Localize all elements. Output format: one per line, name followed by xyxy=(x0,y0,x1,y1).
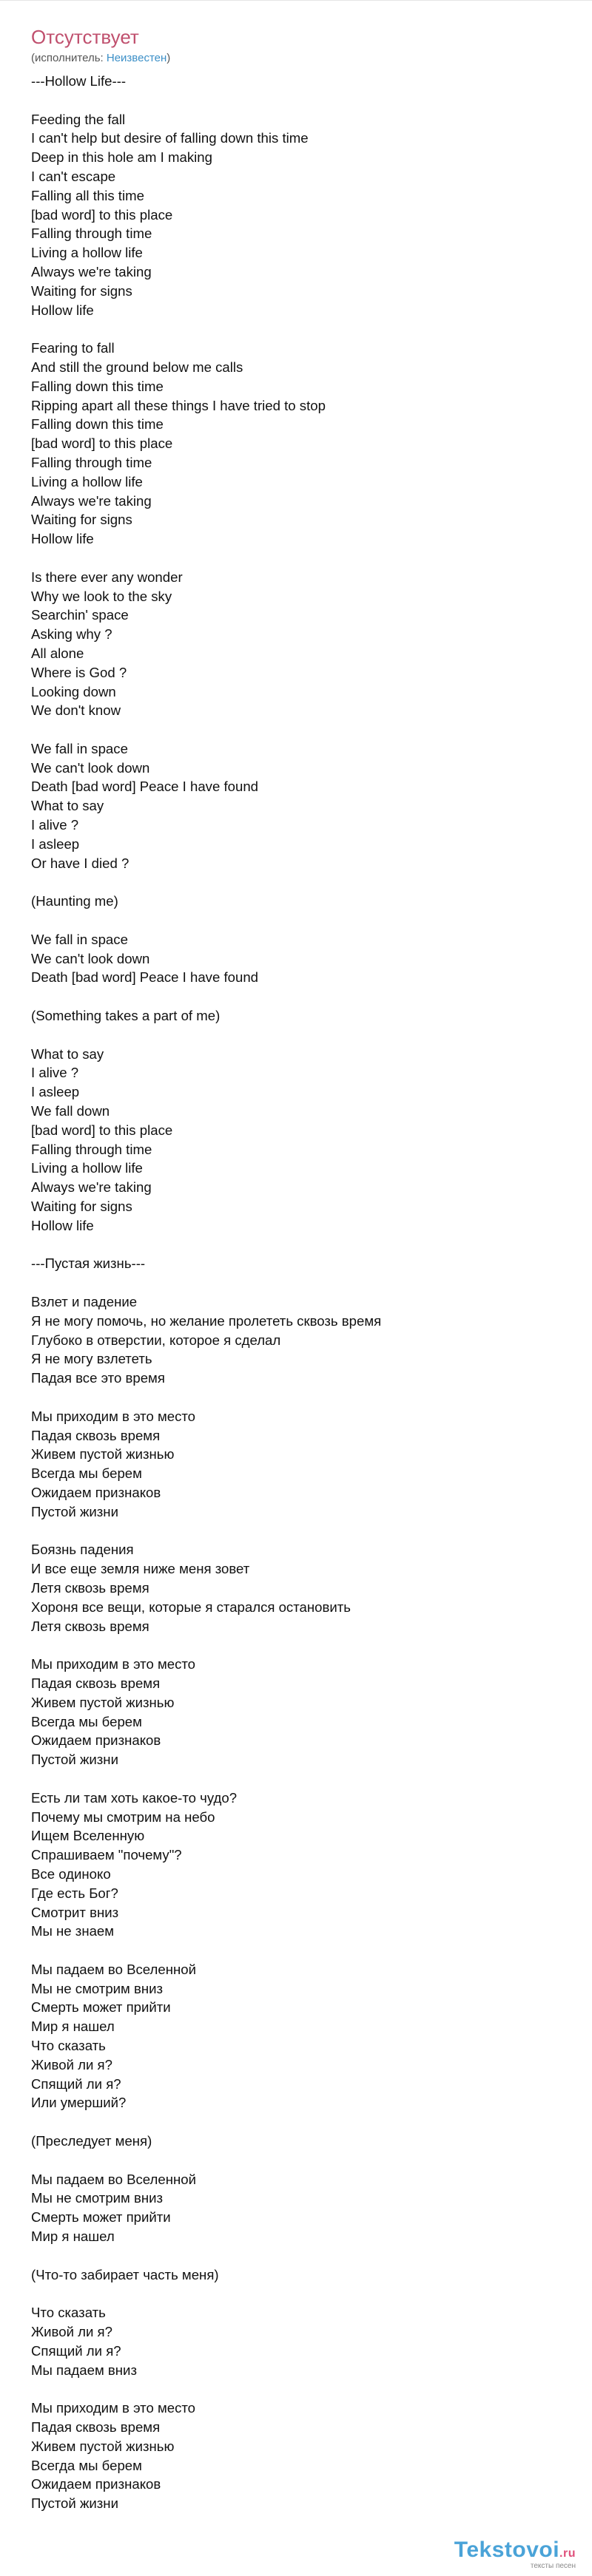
lyric-line: I alive ? xyxy=(31,817,79,833)
lyric-line: Хороня все вещи, которые я старался остановить xyxy=(31,1599,351,1615)
lyric-line: Всегда мы берем xyxy=(31,1713,142,1729)
lyric-line: Спящий ли я? xyxy=(31,2075,121,2092)
lyric-line: I can't escape xyxy=(31,168,116,184)
lyric-line: Мы падаем во Вселенной xyxy=(31,1961,196,1977)
lyric-line xyxy=(31,720,564,739)
lyric-line: Мы не смотрим вниз xyxy=(31,2190,164,2206)
lyric-line: Ripping apart all these things I have tried to stop xyxy=(31,397,326,413)
lyric-line: Hollow life xyxy=(31,1217,94,1233)
lyric-line: Я не могу помочь, но желание пролететь сквозь время xyxy=(31,1312,382,1329)
lyric-line: Always we're taking xyxy=(31,492,152,509)
lyric-line: And still the ground below me calls xyxy=(31,359,243,375)
lyric-line xyxy=(31,1026,564,1045)
lyric-line: We fall in space xyxy=(31,931,128,947)
lyric-line: ---Пустая жизнь--- xyxy=(31,1255,146,1272)
lyric-line: We can't look down xyxy=(31,759,150,776)
lyric-line xyxy=(31,2112,564,2132)
lyric-line xyxy=(31,1236,564,1255)
lyric-line: Мир я нашел xyxy=(31,2228,115,2245)
lyric-line: Deep in this hole am I making xyxy=(31,149,212,166)
lyric-line: Падая все это время xyxy=(31,1370,165,1386)
lyric-line: Мир я нашел xyxy=(31,2019,115,2035)
lyric-line: Падая сквозь время xyxy=(31,1427,161,1443)
lyric-line xyxy=(31,1273,564,1292)
lyric-line: Летя сквозь время xyxy=(31,1618,149,1634)
lyric-line: What to say xyxy=(31,798,104,814)
lyric-line: Asking why ? xyxy=(31,626,112,643)
lyric-line: Пустой жизни xyxy=(31,1752,118,1768)
lyric-line: We fall in space xyxy=(31,740,128,756)
lyric-line xyxy=(31,549,564,568)
lyric-line xyxy=(31,1522,564,1541)
lyric-line: Пустой жизни xyxy=(31,2495,118,2512)
lyric-line: (Преследует меня) xyxy=(31,2133,152,2149)
lyric-line: I alive ? xyxy=(31,1065,79,1081)
lyric-line: Ожидаем признаков xyxy=(31,2476,161,2492)
lyric-line: Я не могу взлететь xyxy=(31,1351,152,1367)
lyric-line xyxy=(31,2151,564,2170)
lyric-line: Looking down xyxy=(31,683,116,699)
lyric-line xyxy=(31,2379,564,2399)
lyric-line: Падая сквозь время xyxy=(31,2419,161,2436)
lyric-line: We can't look down xyxy=(31,950,150,966)
lyric-line xyxy=(31,1636,564,1655)
lyric-line: I asleep xyxy=(31,1084,80,1100)
lyric-line: Все одиноко xyxy=(31,1865,111,1882)
lyric-line: Why we look to the sky xyxy=(31,588,172,604)
lyric-line xyxy=(31,987,564,1006)
lyric-line xyxy=(31,2246,564,2265)
lyric-line: Fearing to fall xyxy=(31,340,115,356)
lyric-line: Что сказать xyxy=(31,2038,106,2054)
lyric-line: Взлет и падение xyxy=(31,1294,138,1309)
lyric-line: И все еще земля ниже меня зовет xyxy=(31,1561,250,1577)
lyric-line: Falling through time xyxy=(31,226,152,242)
logo-tagline: тексты песен xyxy=(530,2562,576,2570)
lyric-line: Падая сквозь время xyxy=(31,1675,161,1691)
lyric-line: [bad word] to this place xyxy=(31,206,173,223)
lyric-line xyxy=(31,872,564,892)
lyric-line: Мы падаем во Вселенной xyxy=(31,2171,196,2187)
lyric-line: I can't help but desire of falling down this time xyxy=(31,130,309,146)
lyric-line: (Что-то забирает часть меня) xyxy=(31,2266,219,2282)
lyric-line: Боязнь падения xyxy=(31,1542,134,1558)
lyric-line: Ищем Вселенную xyxy=(31,1828,145,1844)
lyric-line: I asleep xyxy=(31,835,80,852)
artist-line xyxy=(31,52,170,64)
lyric-line: Waiting for signs xyxy=(31,1199,132,1215)
lyric-line xyxy=(31,91,564,110)
lyric-line: We fall down xyxy=(31,1103,110,1119)
lyric-line: Живем пустой жизнью xyxy=(31,2438,175,2454)
lyric-line: Or have I died ? xyxy=(31,855,130,871)
lyric-line: Waiting for signs xyxy=(31,512,132,528)
lyric-line: Ожидаем признаков xyxy=(31,1484,161,1500)
lyric-line: Пустой жизни xyxy=(31,1503,118,1519)
lyric-line: (Something takes a part of me) xyxy=(31,1008,221,1024)
lyric-line: Смотрит вниз xyxy=(31,1904,119,1920)
lyric-line: Falling through time xyxy=(31,454,152,470)
lyric-line xyxy=(31,1388,564,1407)
lyric-line: Где есть Бог? xyxy=(31,1885,118,1901)
logo-brand xyxy=(454,2539,576,2561)
lyric-line: Searchin' space xyxy=(31,607,129,623)
lyric-line: Живем пустой жизнью xyxy=(31,1694,175,1710)
lyric-line: Мы приходим в это место xyxy=(31,1656,196,1672)
lyric-line: Спящий ли я? xyxy=(31,2342,121,2359)
lyric-line: Или умерший? xyxy=(31,2095,127,2111)
lyric-line: Falling all this time xyxy=(31,187,144,203)
lyric-line: Living a hollow life xyxy=(31,473,143,489)
lyric-line: Мы не знаем xyxy=(31,1923,115,1939)
lyric-line xyxy=(31,1769,564,1789)
lyric-line: What to say xyxy=(31,1045,104,1062)
lyric-line: Living a hollow life xyxy=(31,245,143,261)
lyric-line: Живой ли я? xyxy=(31,2324,112,2340)
artist-prefix: (исполнитель: xyxy=(31,52,107,64)
lyric-line: Death [bad word] Peace I have found xyxy=(31,969,259,986)
lyric-line: (Haunting me) xyxy=(31,893,118,909)
lyric-line: Where is God ? xyxy=(31,664,127,680)
lyric-line: Живой ли я? xyxy=(31,2056,112,2072)
lyric-line: Falling down this time xyxy=(31,378,164,394)
lyric-line: Живем пустой жизнью xyxy=(31,1446,175,1462)
lyric-line: Мы приходим в это место xyxy=(31,1408,196,1424)
lyric-line xyxy=(31,1941,564,1960)
lyric-line: Falling down this time xyxy=(31,416,164,433)
lyric-line: All alone xyxy=(31,645,84,661)
lyric-line: [bad word] to this place xyxy=(31,435,173,452)
logo-brand-name: Tekstovoi xyxy=(454,2538,560,2562)
lyric-line: Falling through time xyxy=(31,1141,152,1157)
lyric-line: Что сказать xyxy=(31,2305,106,2321)
artist-link[interactable]: Неизвестен xyxy=(106,52,167,64)
lyric-line: Hollow life xyxy=(31,531,94,547)
lyric-line: Смерть может прийти xyxy=(31,1999,171,2016)
lyric-line: Living a hollow life xyxy=(31,1160,143,1176)
lyric-line: Мы не смотрим вниз xyxy=(31,1980,164,1996)
lyric-line: Смерть может прийти xyxy=(31,2209,171,2226)
lyric-line xyxy=(31,319,564,339)
lyric-line: Ожидаем признаков xyxy=(31,1732,161,1749)
lyric-line: Есть ли там хоть какое-то чудо? xyxy=(31,1789,238,1806)
artist-suffix: ) xyxy=(166,52,171,64)
lyric-line: Мы приходим в это место xyxy=(31,2400,196,2416)
lyrics-text xyxy=(31,72,564,2513)
logo-brand-suffix: .ru xyxy=(559,2547,576,2560)
lyric-line: Waiting for signs xyxy=(31,282,132,299)
lyric-line: Always we're taking xyxy=(31,1179,152,1196)
lyric-line xyxy=(31,911,564,930)
lyric-line: Спрашиваем "почему"? xyxy=(31,1847,182,1863)
lyric-line: Почему мы смотрим на небо xyxy=(31,1809,215,1825)
lyric-line: Летя сквозь время xyxy=(31,1579,149,1596)
lyric-line: Hollow life xyxy=(31,302,94,318)
lyric-line: ---Hollow Life--- xyxy=(31,73,127,89)
lyric-line: Always we're taking xyxy=(31,263,152,279)
lyric-line: Всегда мы берем xyxy=(31,1465,142,1482)
site-logo[interactable] xyxy=(454,2539,576,2570)
song-title: Отсутствует xyxy=(31,26,139,48)
lyric-line: Is there ever any wonder xyxy=(31,569,183,585)
lyric-line: Feeding the fall xyxy=(31,111,126,127)
lyric-line: [bad word] to this place xyxy=(31,1122,173,1138)
lyric-line xyxy=(31,2284,564,2303)
lyric-line: We don't know xyxy=(31,702,121,719)
lyric-line: Всегда мы берем xyxy=(31,2457,142,2473)
lyric-line: Death [bad word] Peace I have found xyxy=(31,779,259,795)
lyric-line: Глубоко в отверстии, которое я сделал xyxy=(31,1332,281,1348)
lyric-line: Мы падаем вниз xyxy=(31,2362,137,2378)
